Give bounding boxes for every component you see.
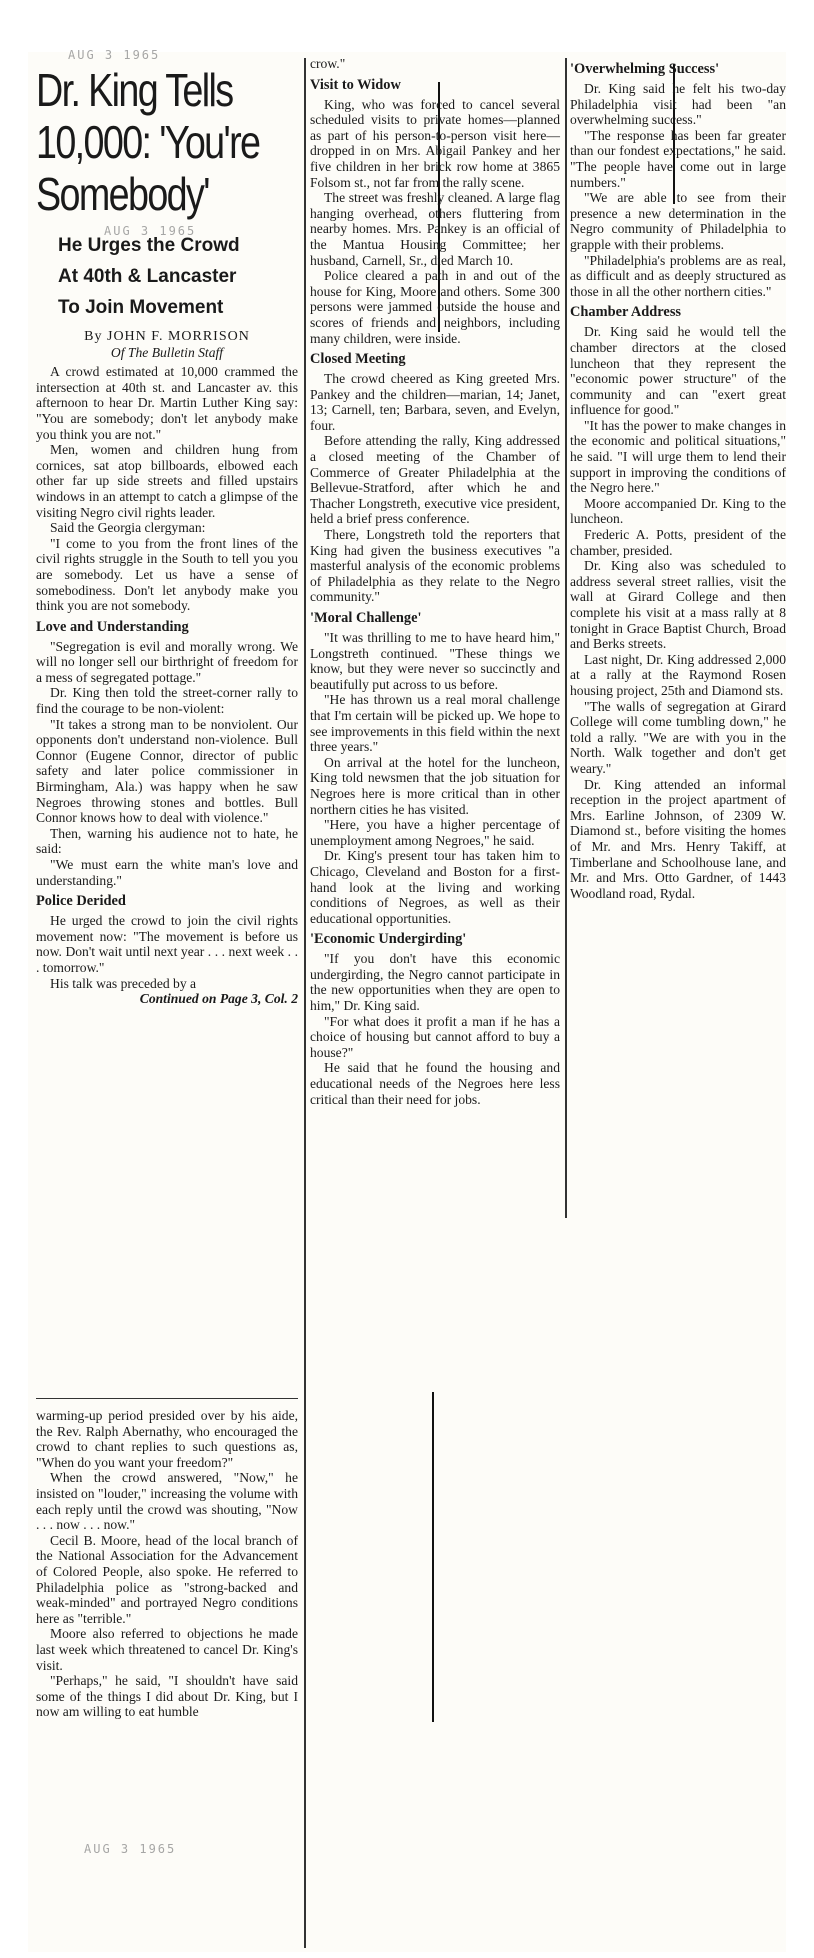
date-stamp: AUG 3 1965 <box>84 1842 177 1856</box>
column-rule-2 <box>565 58 567 1218</box>
paragraph: Dr. King said he would tell the chamber directors at the closed luncheon that they represent the "economic power structure" of the community and can "exert great influence for good." <box>570 324 786 418</box>
paragraph: "We are able to see from their presence a new determination in the Negro community of Philadelphia to grapple with their problems. <box>570 190 786 252</box>
paragraph: "Philadelphia's problems are as real, as difficult and as deeply structured as those in all the other northern cities." <box>570 252 786 299</box>
paragraph: "The walls of segregation at Girard College will come tumbling down," he told a rally. "We are with you in the North. Walk together and don't get weary." <box>570 698 786 776</box>
subheadline-line: He Urges the Crowd <box>58 235 240 256</box>
column-3 <box>570 56 786 901</box>
paragraph: "If you don't have this economic undergirding, the Negro cannot participate in the new opportunities when they are open to him," Dr. King said. <box>310 951 560 1014</box>
paragraph: Dr. King then told the street-corner rally to find the courage to be non-violent: <box>36 685 298 717</box>
section-heading: 'Overwhelming Success' <box>570 61 720 77</box>
paragraph: When the crowd answered, "Now," he insisted on "louder," increasing the volume with each reply until the crowd was shouting, "Now . . . now . . . now." <box>36 1470 298 1533</box>
paragraph: Then, warning his audience not to hate, he said: <box>36 825 298 857</box>
paragraph: "It has the power to make changes in the economic and political situations," he said. "I will urge them to lend their support in improving the conditions of the Negro here." <box>570 417 786 496</box>
jump-divider <box>36 1398 298 1399</box>
paragraph: warming-up period presided over by his aide, the Rev. Ralph Abernathy, who encouraged the crowd to chant replies to such questions as, "When do you want your freedom?" <box>36 1408 298 1470</box>
paragraph: "Here, you have a higher percentage of unemployment among Negroes," he said. <box>310 817 560 848</box>
paragraph: Police cleared a path in and out of the house for King, Moore and others. Some 300 persons were jammed outside the house and scores of friends and neighbors, including many children, were inside. <box>310 268 560 346</box>
paragraph: Moore also referred to objections he made last week which threatened to cancel Dr. King's visit. <box>36 1626 298 1673</box>
paragraph: Frederic A. Potts, president of the chamber, presided. <box>570 527 786 558</box>
paragraph: King, who was forced to cancel several scheduled visits to private homes—planned as part of his person-to-person visit here—dropped in on Mrs. Abigail Pankey and her five children in her brick row home at 3865 Folsom st., not far from the rally scene. <box>310 96 560 190</box>
continued-line: Continued on Page 3, Col. 2 <box>139 991 298 1007</box>
subheadline <box>58 230 298 323</box>
paragraph: Dr. King's present tour has taken him to Chicago, Cleveland and Boston for a first-hand look at the living and working conditions of Negroes, as well as their educational opportunities. <box>310 848 560 926</box>
column-1 <box>36 64 298 1007</box>
paragraph: On arrival at the hotel for the luncheon, King told newsmen that the job situation for Negroes here is more critical than in other northern cities he has visited. <box>310 754 560 817</box>
paragraph: "Perhaps," he said, "I shouldn't have said some of the things I did about Dr. King, but I now am willing to eat humble <box>36 1673 298 1720</box>
staff-credit: Of The Bulletin Staff <box>110 344 224 360</box>
date-stamp: AUG 3 1965 <box>68 48 161 62</box>
date-stamp: AUG 3 1965 <box>104 224 197 238</box>
headline-line: Dr. King Tells <box>36 64 233 116</box>
section-heading: Love and Understanding <box>36 618 189 635</box>
paragraph: His talk was preceded by a <box>50 975 197 991</box>
paragraph: He urged the crowd to join the civil rights movement now: "The movement is before us now. Don't wait until next year . . . next week . . . tomorrow." <box>36 913 298 975</box>
paragraph: A crowd estimated at 10,000 crammed the intersection at 40th st. and Lancaster av. this afternoon to hear Dr. Martin Luther King say: "You are somebody; don't let anybody make you think you are not." <box>36 364 298 442</box>
column-rule-1 <box>304 58 306 1948</box>
section-heading: Police Derided <box>36 893 126 910</box>
paragraph: Dr. King attended an informal reception in the project apartment of Mrs. Earline Johnson, of 2309 W. Diamond st., before visiting the homes of Mr. and Mrs. Henry Takiff, at Timberlane and Schoolhouse lane, and Mr. and Mrs. Otto Gardner, of 1443 Woodland road, Rydal. <box>570 776 786 901</box>
paragraph: crow." <box>310 56 346 71</box>
paragraph: "I come to you from the front lines of the civil rights struggle in the South to tell you you are somebody. Let us have a sense of somebodiness. Don't let anybody make you think you are not somebody. <box>36 535 298 614</box>
subheadline-line: At 40th & Lancaster <box>58 266 237 287</box>
section-heading: 'Moral Challenge' <box>310 610 422 626</box>
pen-mark <box>432 1392 434 1722</box>
paragraph: "He has thrown us a real moral challenge that I'm certain will be picked up. We hope to see improvements in this field within the next three years." <box>310 692 560 755</box>
paragraph: Dr. King said he felt his two-day Philadelphia visit had been "an overwhelming success." <box>570 81 786 128</box>
paragraph: The street was freshly cleaned. A large flag hanging overhead, others fluttering from nearby homes. Mrs. Pankey is an official of the Mantua Housing Committee; her husband, Carnell, Sr., died March 10. <box>310 190 560 268</box>
paragraph: There, Longstreth told the reporters that King had given the business executives "a masterful analysis of the economic problems of Philadelphia as they relate to the Negro community." <box>310 527 560 605</box>
column-2 <box>310 56 560 1107</box>
column-1-continuation <box>36 1408 298 1720</box>
paragraph: Before attending the rally, King addressed a closed meeting of the Chamber of Commerce of Greater Philadelphia at the Bellevue-Stratford, after which he and Thacher Longstreth, executive vice president, held a brief press conference. <box>310 433 560 527</box>
paragraph: Moore accompanied Dr. King to the luncheon. <box>570 495 786 527</box>
paragraph: "For what does it profit a man if he has a choice of housing but cannot afford to buy a house?" <box>310 1013 560 1060</box>
section-heading: Closed Meeting <box>310 351 406 368</box>
byline: By JOHN F. MORRISON <box>84 329 250 344</box>
section-heading: 'Economic Undergirding' <box>310 931 467 948</box>
headline-line: Somebody' <box>36 168 209 220</box>
paragraph: "Segregation is evil and morally wrong. We will no longer sell our birthright of freedom for a mess of segregated pottage." <box>36 638 298 685</box>
paragraph: The crowd cheered as King greeted Mrs. Pankey and the children—marian, 14; Janet, 13; Carnell, ten; Barbara, seven, and Evelyn, four. <box>310 371 560 433</box>
paragraph: Dr. King also was scheduled to address several street rallies, visit the wall at Girard College and then complete his visit at a mass rally at 8 tonight in Grace Baptist Church, Broad and Berks streets. <box>570 558 786 652</box>
paragraph: Last night, Dr. King addressed 2,000 at a rally at the Raymond Rosen housing project, 25th and Diamond sts. <box>570 651 786 698</box>
section-heading: Chamber Address <box>570 304 682 321</box>
paragraph: "The response has been far greater than our fondest expectations," he said. "The people have come out in large numbers." <box>570 127 786 190</box>
headline-line: 10,000: 'You're <box>36 116 260 168</box>
section-heading: Visit to Widow <box>310 76 401 93</box>
paragraph: He said that he found the housing and educational needs of the Negroes here less critical than their need for jobs. <box>310 1060 560 1107</box>
paragraph: Cecil B. Moore, head of the local branch of the National Association for the Advancement of Colored People, also spoke. He referred to Philadelphia police as "strong-backed and weak-minded" and portrayed Negro conditions here as "terrible." <box>36 1532 298 1626</box>
paragraph: "It was thrilling to me to have heard him," Longstreth continued. "These things we know, but they were never so succinctly and beautifully put across to us before. <box>310 630 560 692</box>
paragraph: Said the Georgia clergyman: <box>50 520 206 536</box>
paragraph: Men, women and children hung from cornices, sat atop billboards, elbowed each other far up side streets and filled upstairs windows in an attempt to catch a glimpse of the visiting Negro civil rights leader. <box>36 442 298 520</box>
subheadline-line: To Join Movement <box>58 297 224 318</box>
newspaper-clipping <box>28 48 786 1952</box>
headline <box>36 64 298 323</box>
paragraph: "It takes a strong man to be nonviolent. Our opponents don't understand non-violence. Bull Connor (Eugene Connor, director of public safety and later police commissioner in Birmingham, Ala.) was happy when he saw Negroes throwing stones and bottles. Bull Connor knows how to deal with violence." <box>36 716 298 826</box>
paragraph: "We must earn the white man's love and understanding." <box>36 857 298 888</box>
